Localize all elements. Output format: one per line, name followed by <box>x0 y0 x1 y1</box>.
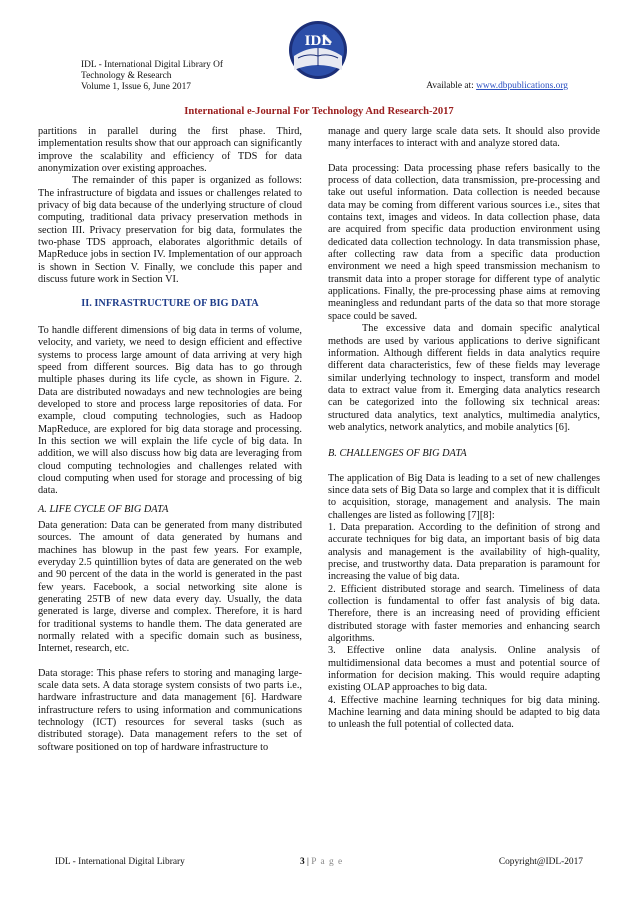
paragraph: The excessive data and domain specific analytical methods are used by various applications to derive significant information. Although different fields in data analytics require different data characteristics, few of these fields may leverage similar underlying technology to inspect, transform and model data to extract value from it. Emerging data analytics research can be categorized into the following six technical areas: structured data analytics, text analytics, multimedia analytics, web analytics, network analytics, and mobile analytics [6]. <box>328 323 600 433</box>
subsection-heading-a: A. LIFE CYCLE OF BIG DATA <box>38 503 169 515</box>
page-number: 3 <box>300 857 305 867</box>
footer-page <box>300 857 343 867</box>
header-line-3: Volume 1, Issue 6, June 2017 <box>81 82 191 93</box>
journal-title: International e-Journal For Technology And Research-2017 <box>184 106 454 117</box>
available-prefix: Available at: <box>426 81 477 91</box>
page-separator: | <box>304 857 312 867</box>
page-word: P a g e <box>311 857 344 867</box>
spacer <box>328 151 600 163</box>
header-line-1: IDL - International Digital Library Of <box>81 60 224 70</box>
paragraph: To handle different dimensions of big data in terms of volume, velocity, and variety, we need to design efficient and effective systems to process large amount of data arriving at very high speed from different sources. Big data has to go through multiple phases during its life cycle, as shown in Figure. 2. Data are distributed nowadays and new technologies are being developed to store and process large repositories of data. For example, cloud computing technologies, such as Hadoop MapReduce, are explored for big data storage and processing. In this section we will explain the life cycle of big data. In addition, we will also discuss how big data are leveraging from cloud computing technologies and challenges related with cloud computing when used for storage and processing of big data. <box>38 324 302 497</box>
availability-line <box>426 81 568 91</box>
header-publisher-info <box>81 60 223 94</box>
header-line-2: Technology & Research <box>81 71 172 82</box>
paragraph: The remainder of this paper is organized as follows: The infrastructure of bigdata and issues or challenges related to privacy of big data because of the underlying structure of cloud computing, traditional data privacy preservation methods in section III. Privacy preservation for big data, formulates the two-phase TDS approach, elaborates algorithmic details of MapReduce jobs in section IV. Implementation of our approach is shown in Section V. Finally, we conclude this paper and discuss future work in Section VI. <box>38 175 302 286</box>
paragraph: manage and query large scale data sets. It should also provide many interfaces to interact with and analyze stored data. <box>328 126 600 150</box>
footer-left: IDL - International Digital Library <box>55 857 185 867</box>
paragraph: Data processing: Data processing phase refers basically to the process of data collection, data transmission, pre-processing and take out useful information. Data collection is needed because data may be coming from different various sources i.e., sites that contains text, images and videos. In data collection phase, data are acquired from specific data production environment using dedicated data collection technology. In data transmission phase, after collecting raw data from a specific data production environment we need a high speed transmission mechanism to transmit data into a proper storage for different type of analytic applications. Finally, the pre-processing phase aims at removing meaningless and redundant parts of the data so that more storage space could be saved. <box>328 162 600 322</box>
section-heading: II. INFRASTRUCTURE OF BIG DATA <box>81 298 259 310</box>
paragraph: Data storage: This phase refers to storing and managing large-scale data sets. A data storage system consists of two parts i.e., hardware infrastructure and data management [6]. Hardware infrastructure refers to using information and communications technology (ICT) resources for several tasks (such as distributed storage). Data management refers to the set of software positioned on top of hardware infrastructure to <box>38 667 302 753</box>
list-item: 2. Efficient distributed storage and search. Timeliness of data collection is fundamental to offer fast analysis of big data. Therefore, there is an increasing need of providing efficient distributed storage with faster memories and enhancing search algorithms. <box>328 583 600 645</box>
website-link[interactable]: www.dbpublications.org <box>476 81 568 91</box>
left-column <box>38 126 302 754</box>
list-item: 1. Data preparation. According to the definition of strong and accurate techniques for big data, an important basis of big data analysis and management is the availability of high-quality, precise, and trustworthy data. Data preparation is paramount for increasing the value of big data. <box>328 521 600 583</box>
subsection-heading-b: B. CHALLENGES OF BIG DATA <box>328 448 467 460</box>
paragraph: The application of Big Data is leading to a set of new challenges since data sets of Big Data so large and complex that it is difficult to acquisition, storage, management and analysis. The main challenges are listed as following [7][8]: <box>328 472 600 521</box>
right-column <box>328 126 600 732</box>
logo-text: IDL <box>304 33 332 49</box>
paragraph: partitions in parallel during the first phase. Third, implementation results show that our approach can significantly improve the scalability and efficiency of TDS for data anonymization over existing approaches. <box>38 126 302 175</box>
idl-logo-icon <box>288 20 348 80</box>
paragraph: Data generation: Data can be generated from many distributed sources. The amount of data generated by humans and machines has blowup in the past few years. For example, everyday 2.5 quintillion bytes of data are generated on the web and 90 percent of the data in the world is generated in the past few years. Facebook, a social networking site alone is generating 25TB of new data every day. Usually, the data generated is large, diverse and complex. Therefore, it is hard for traditional systems to handle them. The data generated are normally related with a specific domain such as business, Internet, research, etc. <box>38 519 302 655</box>
idl-logo <box>288 20 348 80</box>
list-item: 4. Effective machine learning techniques for big data mining. Machine learning and data mining should be adapted to big data to unleash the full potential of collected data. <box>328 694 600 731</box>
list-item: 3. Effective online data analysis. Online analysis of multidimensional data becomes a must and potential source of information for decision making. This would require adapting existing OLAP approaches to big data. <box>328 645 600 694</box>
footer-right: Copyright@IDL-2017 <box>498 857 583 867</box>
spacer <box>38 656 302 668</box>
